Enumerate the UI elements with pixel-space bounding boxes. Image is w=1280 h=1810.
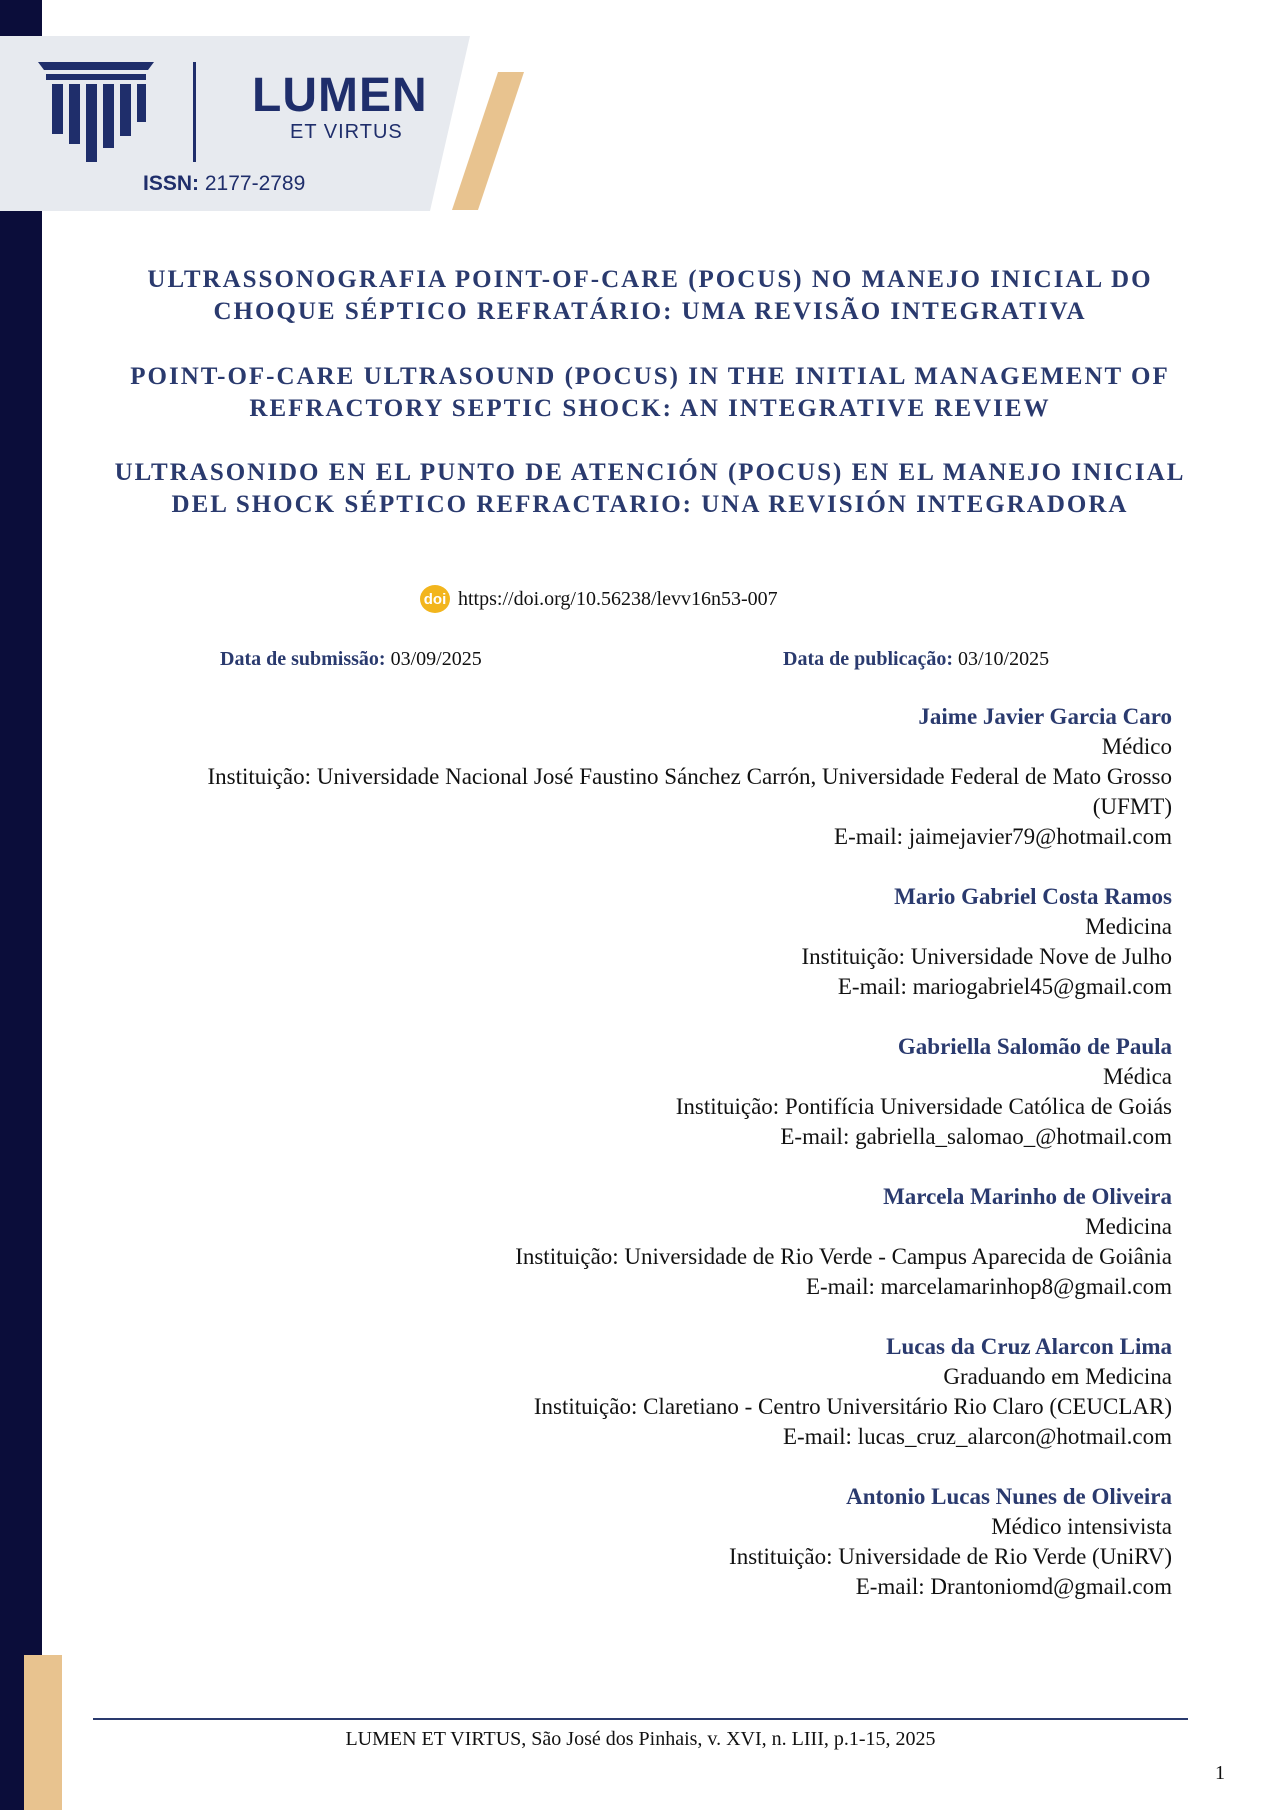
author-email[interactable]: E-mail: lucas_cruz_alarcon@hotmail.com (782, 1424, 1172, 1449)
author-institution: Instituição: Pontifícia Universidade Católica de Goiás (675, 1094, 1172, 1119)
page-number: 1 (1215, 1762, 1225, 1784)
left-gold-accent (24, 1655, 62, 1810)
author-block (112, 1482, 1172, 1602)
author-email[interactable]: E-mail: gabriella_salomao_@hotmail.com (780, 1124, 1172, 1149)
publication-date (783, 648, 1049, 671)
author-role: Médica (1103, 1064, 1172, 1089)
author-name: Gabriella Salomão de Paula (897, 1034, 1172, 1059)
title-spanish: ULTRASONIDO EN EL PUNTO DE ATENCIÓN (POCUS) EN EL MANEJO INICIAL DEL SHOCK SÉPTICO REFRACTARIO: UNA REVISIÓN INTEGRADORA (114, 459, 1186, 518)
title-portuguese: ULTRASSONOGRAFIA POINT-OF-CARE (POCUS) NO MANEJO INICIAL DO CHOQUE SÉPTICO REFRATÁRIO: UMA REVISÃO INTEGRATIVA (147, 266, 1153, 325)
author-institution: Instituição: Universidade de Rio Verde (UniRV) (729, 1544, 1172, 1569)
author-email[interactable]: E-mail: Drantoniomd@gmail.com (855, 1574, 1172, 1599)
author-name: Antonio Lucas Nunes de Oliveira (846, 1484, 1172, 1509)
journal-logo-subtitle: ET VIRTUS (290, 121, 403, 143)
author-institution: Instituição: Universidade Nacional José Faustino Sánchez Carrón, Universidade Federal de Mato Grosso (UFMT) (207, 764, 1172, 819)
doi-row (420, 585, 778, 613)
logo-divider (193, 62, 196, 162)
author-email[interactable]: E-mail: jaimejavier79@hotmail.com (834, 824, 1172, 849)
issn-value: 2177-2789 (204, 172, 306, 195)
author-name: Jaime Javier Garcia Caro (918, 704, 1172, 729)
title-english: POINT-OF-CARE ULTRASOUND (POCUS) IN THE INITIAL MANAGEMENT OF REFRACTORY SEPTIC SHOCK: AN INTEGRATIVE REVIEW (130, 363, 1170, 422)
author-role: Médico intensivista (991, 1514, 1172, 1539)
publication-value: 03/10/2025 (958, 648, 1050, 670)
publication-label: Data de publicação: (783, 648, 953, 670)
issn (143, 173, 305, 194)
author-list (112, 702, 1172, 1632)
submission-label: Data de submissão: (220, 648, 386, 670)
author-name: Mario Gabriel Costa Ramos (894, 884, 1172, 909)
issn-label: ISSN: (143, 172, 200, 195)
pillars-logo-icon (38, 62, 154, 167)
submission-date (220, 648, 482, 671)
footer-divider (93, 1718, 1188, 1720)
author-institution: Instituição: Universidade Nove de Julho (801, 944, 1172, 969)
submission-value: 03/09/2025 (390, 648, 482, 670)
author-role: Medicina (1085, 1214, 1172, 1239)
author-role: Graduando em Medicina (943, 1364, 1172, 1389)
author-block (112, 702, 1172, 852)
author-name: Marcela Marinho de Oliveira (883, 1184, 1172, 1209)
author-block (112, 1182, 1172, 1302)
author-email[interactable]: E-mail: marcelamarinhop8@gmail.com (805, 1274, 1172, 1299)
author-institution: Instituição: Universidade de Rio Verde - Campus Aparecida de Goiânia (515, 1244, 1172, 1269)
author-name: Lucas da Cruz Alarcon Lima (886, 1334, 1172, 1359)
doi-icon: doi (420, 585, 450, 613)
author-block (112, 1032, 1172, 1152)
footer-citation: LUMEN ET VIRTUS, São José dos Pinhais, v. XVI, n. LIII, p.1-15, 2025 (345, 1728, 936, 1750)
author-role: Médico (1101, 734, 1172, 759)
doi-link[interactable]: https://doi.org/10.56238/levv16n53-007 (458, 587, 778, 610)
left-navy-bar (0, 0, 42, 1810)
author-role: Medicina (1085, 914, 1172, 939)
author-email[interactable]: E-mail: mariogabriel45@gmail.com (837, 974, 1172, 999)
author-block (112, 1332, 1172, 1452)
author-block (112, 882, 1172, 1002)
journal-logo-title: LUMEN (252, 69, 428, 122)
author-institution: Instituição: Claretiano - Centro Universitário Rio Claro (CEUCLAR) (533, 1394, 1172, 1419)
